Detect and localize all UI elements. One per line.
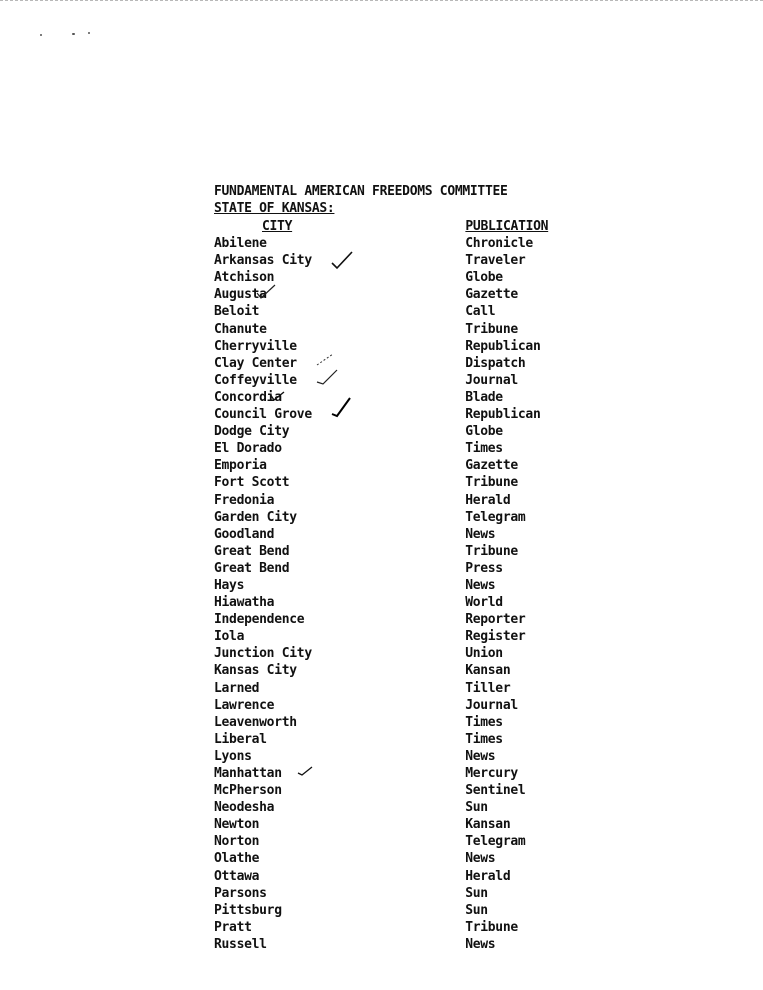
list-item (214, 714, 574, 731)
list-item (214, 611, 574, 628)
publication-cell: Herald (465, 868, 511, 884)
list-item (214, 440, 574, 457)
city-cell: Neodesha (214, 800, 275, 816)
publication-cell: Times (465, 441, 503, 457)
publication-cell: News (465, 577, 496, 593)
publication-cell: Reporter (465, 612, 526, 628)
publication-cell: News (465, 748, 496, 764)
city-cell: Cherryville (214, 338, 297, 354)
city-cell: Lyons (214, 748, 252, 764)
scan-speck (88, 32, 90, 34)
list-item (214, 406, 574, 423)
city-cell: Goodland (214, 526, 275, 542)
check-mark-icon (296, 765, 314, 777)
publication-cell: Times (465, 731, 503, 747)
publication-cell: Kansan (465, 817, 511, 833)
list-item (214, 509, 574, 526)
list-item (214, 850, 574, 867)
city-cell: Ottawa (214, 868, 260, 884)
publication-cell: Tiller (465, 680, 511, 696)
publication-cell: Sun (465, 885, 488, 901)
city-cell: Great Bend (214, 560, 290, 576)
list-item (214, 474, 574, 491)
city-cell: Council Grove (214, 407, 312, 423)
list-item (214, 885, 574, 902)
publication-cell: Kansan (465, 663, 511, 679)
publication-cell: Press (465, 560, 503, 576)
publication-cell: Journal (465, 697, 518, 713)
list-item (214, 936, 574, 953)
list-item (214, 423, 574, 440)
publication-cell: Journal (465, 372, 518, 388)
publication-cell: News (465, 851, 496, 867)
city-cell: Clay Center (214, 355, 297, 371)
list-item (214, 543, 574, 560)
document-title: FUNDAMENTAL AMERICAN FREEDOMS COMMITTEE (214, 184, 508, 199)
publication-cell: Telegram (465, 834, 526, 850)
city-cell: El Dorado (214, 441, 282, 457)
list-item (214, 560, 574, 577)
publication-cell: Sun (465, 800, 488, 816)
list-item (214, 338, 574, 355)
city-cell: Independence (214, 612, 305, 628)
list-header (214, 218, 574, 235)
list-item (214, 765, 574, 782)
city-cell: Liberal (214, 731, 267, 747)
list-item (214, 577, 574, 594)
city-cell: Garden City (214, 509, 297, 525)
document-subtitle: STATE OF KANSAS: (214, 201, 335, 216)
city-cell: McPherson (214, 783, 282, 799)
city-cell: Lawrence (214, 697, 275, 713)
list-item (214, 680, 574, 697)
publication-cell: Register (465, 629, 526, 645)
city-cell: Manhattan (214, 766, 282, 781)
city-cell: Coffeyville (214, 372, 297, 388)
city-cell: Beloit (214, 304, 260, 320)
city-cell: Parsons (214, 885, 267, 901)
city-cell: Junction City (214, 646, 312, 662)
check-mark-icon (268, 388, 286, 404)
scan-speck (40, 34, 42, 36)
list-item (214, 816, 574, 833)
city-cell: Larned (214, 680, 260, 696)
list-item (214, 321, 574, 338)
city-cell: Iola (214, 629, 245, 645)
list-item (214, 782, 574, 799)
list-item (214, 919, 574, 936)
list-item (214, 748, 574, 765)
publication-cell: Sentinel (465, 783, 526, 799)
publication-cell: Times (465, 714, 503, 730)
city-cell: Arkansas City (214, 253, 312, 269)
publication-cell: Tribune (465, 543, 518, 559)
publication-cell: Republican (465, 338, 541, 354)
publication-cell: Dispatch (465, 355, 526, 371)
city-cell: Leavenworth (214, 714, 297, 730)
page-top-edge (0, 0, 763, 1)
publication-cell: News (465, 936, 496, 952)
publication-cell: Traveler (465, 253, 526, 269)
list-item (214, 355, 574, 372)
list-item (214, 645, 574, 662)
city-cell: Norton (214, 834, 260, 850)
list-item (214, 731, 574, 748)
list-item (214, 372, 574, 389)
city-cell: Russell (214, 936, 267, 952)
check-mark-icon (315, 352, 335, 368)
check-mark-icon (330, 396, 352, 418)
check-mark-icon (255, 283, 277, 301)
newspaper-list (214, 218, 574, 953)
city-cell: Augusta (214, 287, 267, 303)
publication-column-header: PUBLICATION (465, 219, 549, 234)
publication-cell: Gazette (465, 287, 518, 303)
city-cell: Fredonia (214, 492, 275, 508)
publication-cell: Chronicle (465, 236, 533, 252)
city-cell: Abilene (214, 236, 267, 252)
city-cell: Emporia (214, 458, 267, 474)
publication-cell: Mercury (465, 766, 518, 781)
city-cell: Kansas City (214, 663, 297, 679)
publication-cell: Tribune (465, 919, 518, 935)
check-mark-icon (315, 368, 339, 386)
publication-cell: Globe (465, 424, 503, 440)
publication-cell: Republican (465, 407, 541, 423)
list-item (214, 594, 574, 611)
publication-cell: World (465, 595, 503, 611)
list-item (214, 252, 574, 269)
publication-cell: Telegram (465, 509, 526, 525)
city-cell: Hiawatha (214, 595, 275, 611)
city-cell: Hays (214, 577, 245, 593)
list-item (214, 868, 574, 885)
city-column-header: CITY (262, 219, 293, 234)
publication-cell: Globe (465, 270, 503, 286)
list-rows (214, 235, 574, 953)
list-item (214, 799, 574, 816)
city-cell: Dodge City (214, 424, 290, 440)
city-cell: Newton (214, 817, 260, 833)
publication-cell: Herald (465, 492, 511, 508)
check-mark-icon (330, 250, 354, 270)
list-item (214, 902, 574, 919)
list-item (214, 457, 574, 474)
city-cell: Chanute (214, 321, 267, 337)
publication-cell: Tribune (465, 475, 518, 491)
list-item (214, 628, 574, 645)
city-cell: Great Bend (214, 543, 290, 559)
list-item (214, 303, 574, 320)
publication-cell: Union (465, 646, 503, 662)
city-cell: Olathe (214, 851, 260, 867)
city-cell: Fort Scott (214, 475, 290, 491)
publication-cell: Gazette (465, 458, 518, 474)
list-item (214, 697, 574, 714)
publication-cell: Blade (465, 389, 503, 405)
publication-cell: News (465, 526, 496, 542)
list-item (214, 235, 574, 252)
publication-cell: Sun (465, 902, 488, 918)
city-cell: Pittsburg (214, 902, 282, 918)
list-item (214, 492, 574, 509)
city-cell: Concordia (214, 389, 282, 405)
list-item (214, 833, 574, 850)
city-cell: Atchison (214, 270, 275, 286)
list-item (214, 526, 574, 543)
publication-cell: Tribune (465, 321, 518, 337)
scan-speck (72, 33, 75, 35)
city-cell: Pratt (214, 919, 252, 935)
publication-cell: Call (465, 304, 496, 320)
list-item (214, 662, 574, 679)
